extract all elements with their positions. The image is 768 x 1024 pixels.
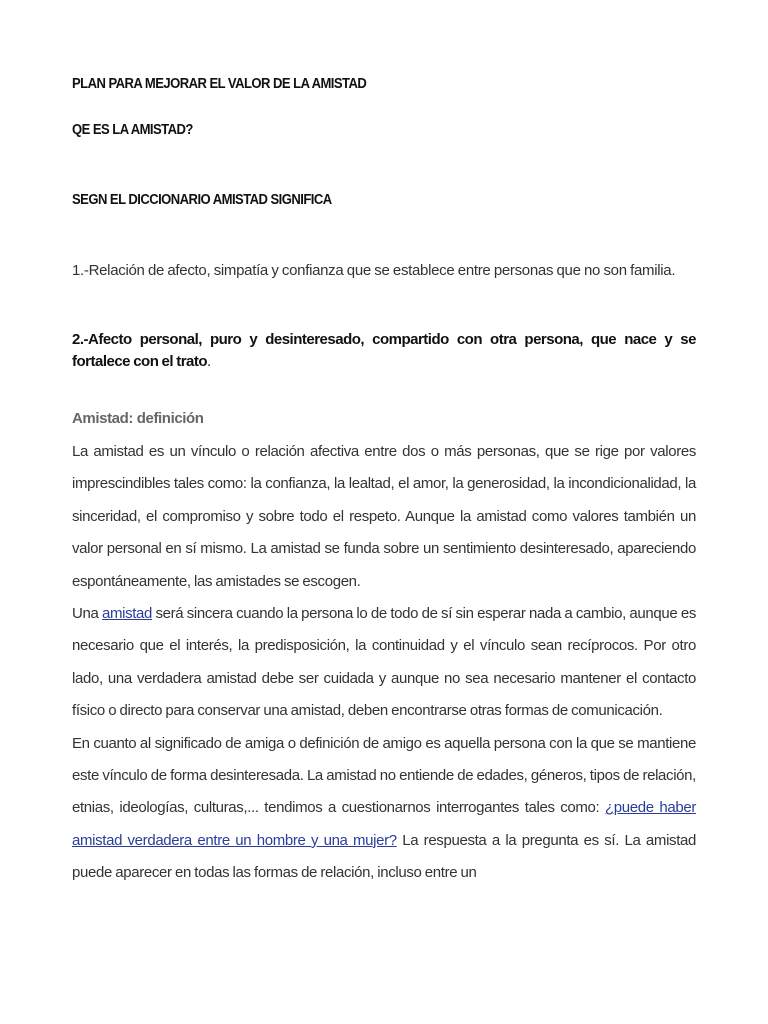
question-heading: QE ES LA AMISTAD? [72, 122, 193, 138]
body-text [72, 436, 696, 890]
amistad-link[interactable]: amistad [101, 605, 153, 623]
definition-2-end: . [207, 353, 211, 370]
document-title: PLAN PARA MEJORAR EL VALOR DE LA AMISTAD [72, 76, 367, 92]
paragraph-3 [72, 728, 696, 890]
paragraph-3-rest: La respuesta a la pregunta es sí. La amistad puede aparecer en todas las formas de relación, incluso entre un [72, 831, 696, 882]
friendship-question-link[interactable]: ¿puede haber amistad verdadera entre un hombre y una mujer? [72, 799, 696, 849]
dictionary-heading: SEGN EL DICCIONARIO AMISTAD SIGNIFICA [72, 192, 332, 208]
paragraph-1: La amistad es un vínculo o relación afectiva entre dos o más personas, que se rige por valores imprescindibles tales como: la confianza, la lealtad, el amor, la generosidad, la incondicionalidad, la sinceridad, el compromiso y sobre todo el respeto. Aunque la amistad como valores también un valor personal en sí mismo. La amistad se funda sobre un sentimiento desinteresado, apareciendo espontáneamente, las amistades se escogen. [72, 443, 696, 590]
definition-2-text: 2.-Afecto personal, puro y desinteresado, compartido con otra persona, que nace y se fortalece con el trato [72, 331, 696, 370]
paragraph-2-rest: será sincera cuando la persona lo de todo de sí sin esperar nada a cambio, aunque es necesario que el interés, la predisposición, la continuidad y el vínculo sean recíprocos. Por otro lado, una verdadera amistad debe ser cuidada y aunque no sea necesario mantener el contacto físico o directo para conservar una amistad, deben encontrarse otras formas de comunicación. [72, 605, 696, 720]
definition-2 [72, 329, 696, 373]
definition-1: 1.-Relación de afecto, simpatía y confianza que se establece entre personas que no son familia. [72, 262, 676, 279]
paragraph-2-start: Una [72, 605, 102, 623]
section-heading: Amistad: definición [72, 410, 204, 427]
paragraph-2 [72, 598, 696, 728]
paragraph-3-start: En cuanto al significado de amiga o definición de amigo es aquella persona con la que se mantiene este vínculo de forma desinteresada. La amistad no entiende de edades, géneros, tipos de relación, etnias, ideologías, culturas,... tendimos a cuestionarnos interrogantes tales como: [72, 734, 696, 817]
